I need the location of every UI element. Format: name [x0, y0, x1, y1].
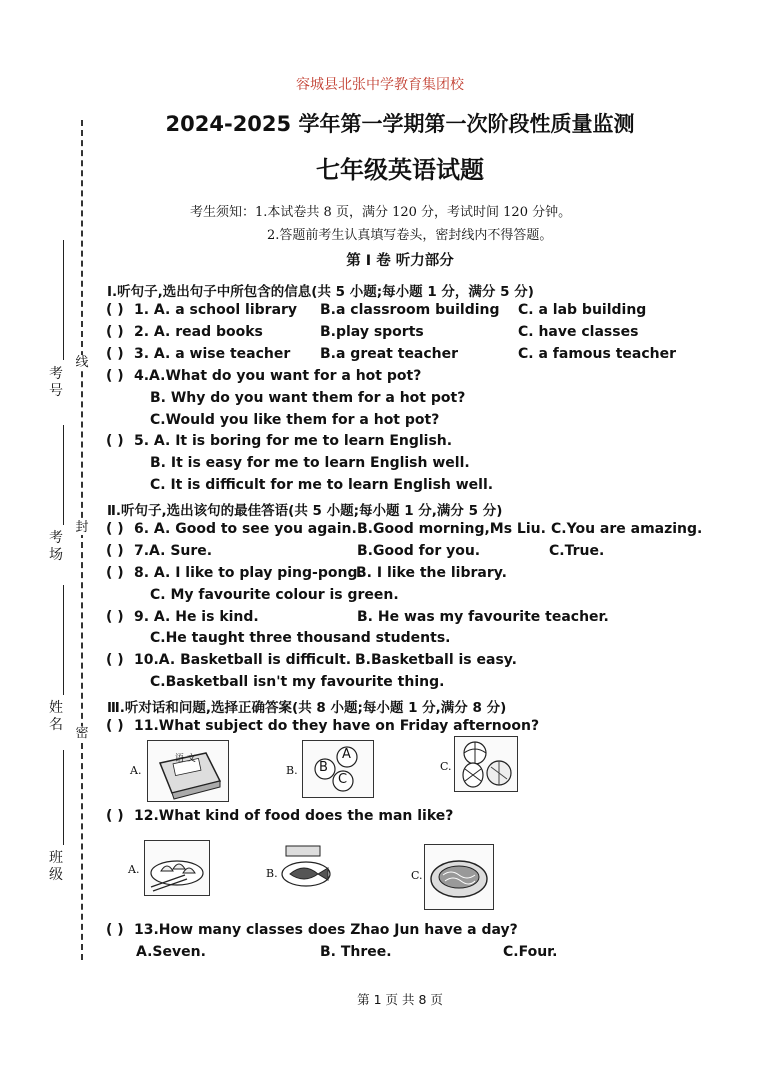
answer-blank-13[interactable]: ( ) — [106, 922, 124, 938]
notice-line-1: 考生须知：1.本试卷共 8 页，满分 120 分，考试时间 120 分钟。 — [190, 205, 572, 220]
q5-option-b: B. It is easy for me to learn English well. — [150, 455, 470, 471]
letter-c: C — [338, 772, 348, 787]
q12-option-c-picture[interactable] — [424, 844, 494, 910]
q12-pic-label-a: A. — [128, 863, 140, 876]
q4-option-a: 4.A.What do you want for a hot pot? — [134, 368, 422, 384]
fish-dish-icon — [280, 842, 332, 892]
field-line-exam-room — [63, 425, 64, 525]
notice-line-2: 2.答题前考生认真填写卷头，密封线内不得答题。 — [267, 228, 553, 243]
q13-option-c: C.Four. — [503, 944, 558, 960]
dumplings-icon — [145, 841, 209, 895]
q7-option-b: B.Good for you. — [357, 543, 481, 559]
label-exam-room: 考场 — [49, 530, 63, 563]
answer-blank-6[interactable]: ( ) — [106, 521, 124, 537]
label-class: 班级 — [49, 850, 63, 883]
answer-blank-11[interactable]: ( ) — [106, 718, 124, 734]
abc-letters-icon — [303, 741, 373, 797]
q2-option-a: 2. A. read books — [134, 324, 263, 340]
answer-blank-1[interactable]: ( ) — [106, 302, 124, 318]
answer-blank-8[interactable]: ( ) — [106, 565, 124, 581]
q6-option-b: B.Good morning,Ms Liu. — [357, 521, 546, 537]
answer-blank-5[interactable]: ( ) — [106, 433, 124, 449]
exam-subtitle: 七年级英语试题 — [316, 156, 484, 184]
q11-option-a-picture[interactable] — [147, 740, 229, 802]
q6-option-c: C.You are amazing. — [551, 521, 703, 537]
q9-option-a: 9. A. He is kind. — [134, 609, 259, 625]
q7-option-c: C.True. — [549, 543, 605, 559]
answer-blank-4[interactable]: ( ) — [106, 368, 124, 384]
sports-balls-icon — [455, 737, 517, 791]
q12-pic-label-c: C. — [411, 869, 423, 882]
answer-blank-2[interactable]: ( ) — [106, 324, 124, 340]
q12-option-b-picture[interactable] — [280, 842, 332, 892]
section-2-title: Ⅱ.听句子,选出该句的最佳答语(共 5 小题;每小题 1 分,满分 5 分) — [107, 503, 503, 519]
page-footer: 第 1 页 共 8 页 — [357, 992, 443, 1007]
field-line-name — [63, 585, 64, 695]
q3-option-b: B.a great teacher — [320, 346, 459, 362]
section-3-title: Ⅲ.听对话和问题,选择正确答案(共 8 小题;每小题 1 分,满分 8 分) — [107, 700, 507, 716]
q4-option-b: B. Why do you want them for a hot pot? — [150, 390, 466, 406]
q10-option-b: B.Basketball is easy. — [355, 652, 517, 668]
answer-blank-3[interactable]: ( ) — [106, 346, 124, 362]
q1-option-a: 1. A. a school library — [134, 302, 298, 318]
section-1-title: Ⅰ.听句子,选出句子中所包含的信息(共 5 小题;每小题 1 分，满分 5 分) — [107, 284, 534, 300]
field-line-class — [63, 750, 64, 845]
q13-option-b: B. Three. — [320, 944, 392, 960]
q11-option-c-picture[interactable] — [454, 736, 518, 792]
q1-option-c: C. a lab building — [518, 302, 647, 318]
q11-pic-label-b: B. — [286, 764, 298, 777]
q8-option-c: C. My favourite colour is green. — [150, 587, 399, 603]
seal-line — [81, 120, 83, 960]
q13-question: 13.How many classes does Zhao Jun have a day? — [134, 922, 518, 938]
q11-pic-label-a: A. — [130, 764, 142, 777]
q5-option-a: 5. A. It is boring for me to learn English. — [134, 433, 453, 449]
part-title: 第 Ⅰ 卷 听力部分 — [346, 253, 454, 269]
seal-char-mi: 密 — [75, 726, 89, 741]
q11-question: 11.What subject do they have on Friday afternoon? — [134, 718, 540, 734]
seal-char-xian: 线 — [75, 355, 89, 370]
q2-option-c: C. have classes — [518, 324, 639, 340]
label-name: 姓名 — [49, 700, 63, 733]
q11-option-b-picture[interactable] — [302, 740, 374, 798]
q2-option-b: B.play sports — [320, 324, 424, 340]
field-line-exam-number — [63, 240, 64, 360]
q10-option-c: C.Basketball isn't my favourite thing. — [150, 674, 445, 690]
q8-option-a: 8. A. I like to play ping-pong. — [134, 565, 363, 581]
letter-b: B — [319, 760, 328, 775]
q10-option-a: 10.A. Basketball is difficult. — [134, 652, 352, 668]
q7-option-a: 7.A. Sure. — [134, 543, 213, 559]
q12-option-a-picture[interactable] — [144, 840, 210, 896]
q12-pic-label-b: B. — [266, 867, 278, 880]
q12-question: 12.What kind of food does the man like? — [134, 808, 454, 824]
q6-option-a: 6. A. Good to see you again. — [134, 521, 357, 537]
answer-blank-10[interactable]: ( ) — [106, 652, 124, 668]
q13-option-a: A.Seven. — [136, 944, 206, 960]
chinese-book-icon — [148, 741, 228, 801]
q3-option-a: 3. A. a wise teacher — [134, 346, 291, 362]
q8-option-b: B. I like the library. — [356, 565, 507, 581]
letter-a: A — [342, 747, 351, 762]
q9-option-c: C.He taught three thousand students. — [150, 630, 451, 646]
answer-blank-12[interactable]: ( ) — [106, 808, 124, 824]
q9-option-b: B. He was my favourite teacher. — [357, 609, 609, 625]
exam-title: 2024-2025 学年第一学期第一次阶段性质量监测 — [165, 112, 635, 136]
q4-option-c: C.Would you like them for a hot pot? — [150, 412, 440, 428]
label-exam-number: 考号 — [49, 366, 63, 399]
q11-pic-label-c: C. — [440, 760, 452, 773]
noodle-bowl-icon — [425, 845, 493, 909]
answer-blank-7[interactable]: ( ) — [106, 543, 124, 559]
q5-option-c: C. It is difficult for me to learn English well. — [150, 477, 494, 493]
school-name: 容城县北张中学教育集团校 — [296, 77, 464, 93]
book-label: 语 文 — [175, 754, 196, 764]
q3-option-c: C. a famous teacher — [518, 346, 677, 362]
answer-blank-9[interactable]: ( ) — [106, 609, 124, 625]
seal-char-feng: 封 — [75, 520, 89, 535]
q1-option-b: B.a classroom building — [320, 302, 500, 318]
